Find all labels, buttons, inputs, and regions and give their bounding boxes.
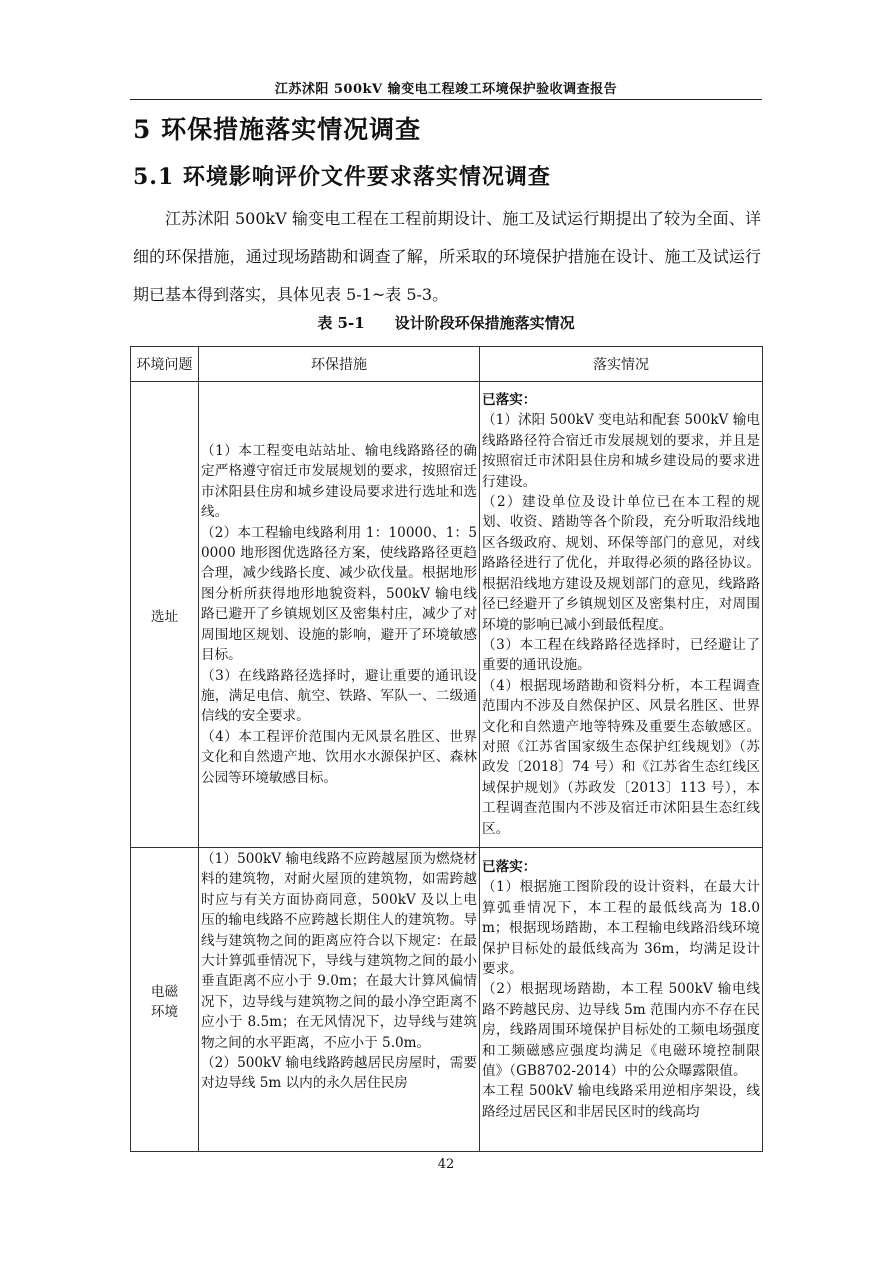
header-cell-issue: 环境问题 <box>131 347 199 382</box>
measure-item: （1）本工程变电站站址、输电线路路径的确定严格遵守宿迁市发展规划的要求，按照宿迁市沭阳县住房和城乡建设局要求进行选址和选线。 <box>201 443 477 521</box>
measure-item: （4）本工程评价范围内无风景名胜区、世界文化和自然遗产地、饮用水水源保护区、森林公园等环境敏感目标。 <box>201 728 477 786</box>
measure-item: （3）在线路路径选择时，避让重要的通讯设施，满足电信、航空、铁路、军队一、二级通信线的安全要求。 <box>201 667 477 725</box>
header-rule <box>130 99 762 100</box>
measures-cell <box>199 382 480 848</box>
implementation-item: （4）根据现场踏勘和资料分析，本工程调查范围内不涉及自然保护区、风景名胜区、世界文化和自然遗产地等特殊及重要生态敏感区。对照《江苏省国家级生态保护红线规划》（苏政发〔2018〕74 号）和《江苏省生态红线区域保护规划》（苏政发〔2013〕113 号），本工程调查范围内不涉及宿迁市沭阳县生态红线区。 <box>482 677 760 837</box>
status-label: 已落实： <box>482 859 537 875</box>
measures-table <box>130 346 763 1152</box>
intro-paragraph: 江苏沭阳 500kV 输变电工程在工程前期设计、施工及试运行期提出了较为全面、详细的环保措施，通过现场踏勘和调查了解，所采取的环境保护措施在设计、施工及试运行期已基本得到落实，具体见表 5-1~表 5-3。 <box>133 209 761 304</box>
implementation-cell <box>480 382 763 848</box>
table-row <box>131 848 763 1152</box>
implementation-cell <box>480 848 763 1152</box>
status-label: 已落实： <box>482 392 537 409</box>
implementation-item: 本工程 500kV 输电线路采用逆相序架设，线路经过居民区和非居民区时的线高均 <box>482 1083 760 1120</box>
table-row <box>131 382 763 848</box>
implementation-item: （2）根据现场踏勘，本工程 500kV 输电线路不跨越民房、边导线 5m 范围内亦不存在民房，线路周围环境保护目标处的工频电场强度和工频磁感应强度均满足《电磁环境控制限值》（GB8702-2014）中的公众曝露限值。 <box>482 981 760 1080</box>
implementation-item: （2）建设单位及设计单位已在本工程的规划、收资、踏勘等各个阶段，充分听取沿线地区各级政府、规划、环保等部门的意见，对线路路径进行了优化，并取得必须的路径协议。根据沿线地方建设及规划部门的意见，线路路径已经避开了乡镇规划区及密集村庄，对周围环境的影响已减小到最低程度。 <box>482 494 760 633</box>
measure-item: （2）本工程输电线路利用 1：10000、1：50000 地形图优选路径方案，使线路路径更趋合理，减少线路长度、减少砍伐量。根据地形图分析所获得地形地貌资料，500kV 输电线路已避开了乡镇规划区及密集村庄，减少了对周围地区规划、设施的影响，避开了环境敏感目标。 <box>201 524 477 664</box>
implementation-item: （1）沭阳 500kV 变电站和配套 500kV 输电线路路径符合宿迁市发展规划的要求，并且是按照宿迁市沭阳县住房和城乡建设局的要求进行建设。 <box>482 412 760 490</box>
category-label: 电磁环境 <box>150 983 179 1020</box>
implementation-item: （3）本工程在线路路径选择时，已经避让了重要的通讯设施。 <box>482 636 760 674</box>
chapter-heading: 5 环保措施落实情况调查 <box>133 115 422 144</box>
table-caption: 设计阶段环保措施落实情况 <box>394 314 575 332</box>
category-cell <box>131 848 199 1152</box>
table-title <box>130 312 762 333</box>
measure-item: （1）500kV 输电线路不应跨越屋顶为燃烧材料的建筑物，对耐火屋顶的建筑物，如需跨越时应与有关方面协商同意，500kV 及以上电压的输电线路不应跨越长期住人的建筑物。导线与建筑物之间的距离应符合以下规定：在最大计算弧垂情况下，导线与建筑物之间的最小垂直距离不应小于 9.0m；在最大计算风偏情况下，边导线与建筑物之间的最小净空距离不应小于 8.5m；在无风情况下，边导线与建筑物之间的水平距离，不应小于 5.0m。 <box>201 851 477 1051</box>
running-header: 江苏沭阳 500kV 输变电工程竣工环境保护验收调查报告 <box>274 82 618 97</box>
table-header-row <box>131 347 763 382</box>
header-cell-implementation: 落实情况 <box>480 347 763 382</box>
measures-cell <box>199 848 480 1152</box>
implementation-item: （1）根据施工图阶段的设计资料，在最大计算弧垂情况下，本工程的最低线高为 18.0m；根据现场踏勘，本工程输电线路沿线环境保护目标处的最低线高为 36m，均满足设计要求。 <box>482 879 760 978</box>
category-cell: 选址 <box>131 382 199 848</box>
section-heading: 5.1 环境影响评价文件要求落实情况调查 <box>133 164 551 190</box>
measure-item: （2）500kV 输电线路跨越居民房屋时，需要对边导线 5m 以内的永久居住民房 <box>201 1055 477 1092</box>
header-cell-measures: 环保措施 <box>199 347 480 382</box>
page-number: 42 <box>437 1157 455 1172</box>
table-number: 表 5-1 <box>317 314 365 332</box>
